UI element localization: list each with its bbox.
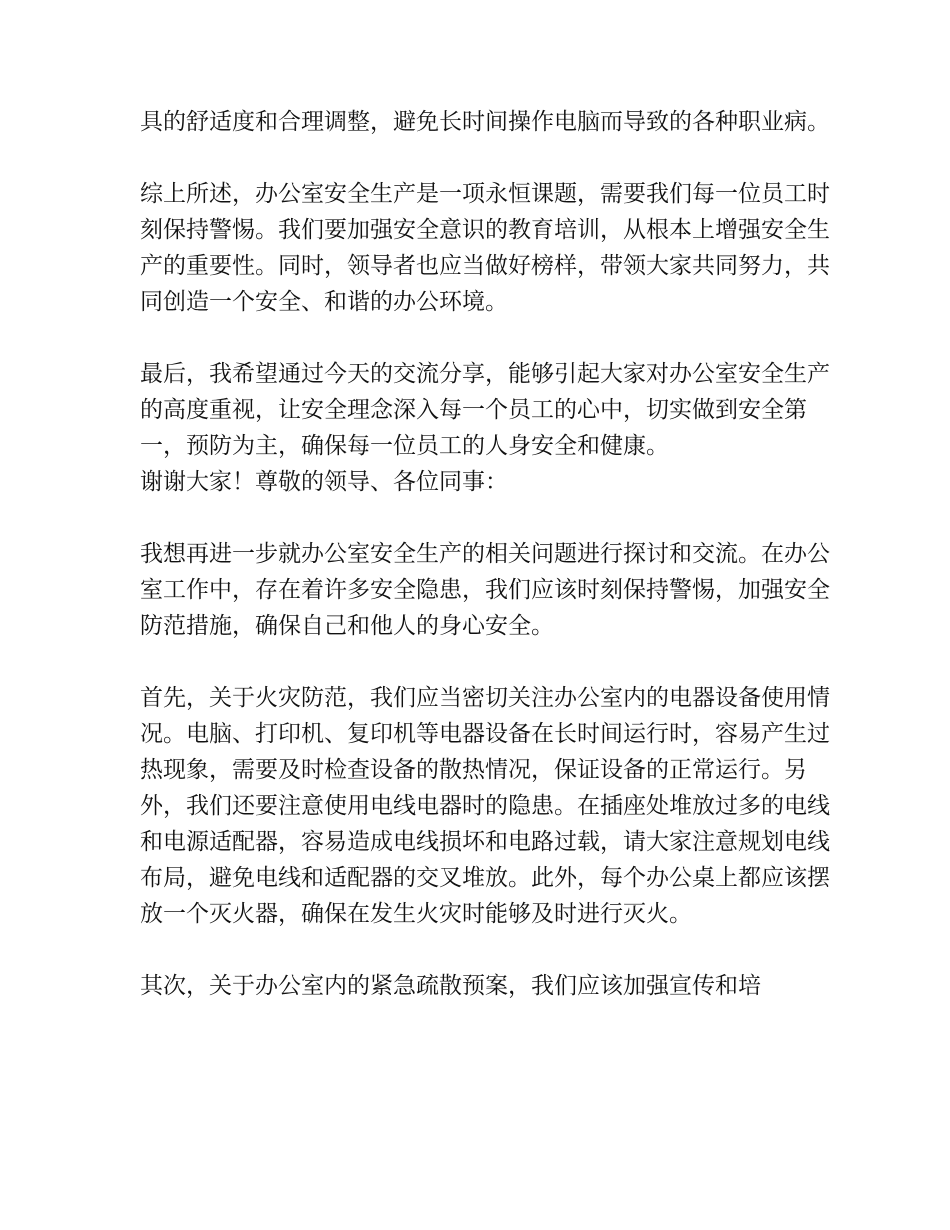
paragraph-6: 首先，关于火灾防范，我们应当密切关注办公室内的电器设备使用情况。电脑、打印机、复印机等电器设备在长时间运行时，容易产生过热现象，需要及时检查设备的散热情况，保证设备的正常运行。另外，我们还要注意使用电线电器时的隐患。在插座处堆放过多的电线和电源适配器，容易造成电线损坏和电路过载，请大家注意规划电线布局，避免电线和适配器的交叉堆放。此外，每个办公桌上都应该摆放一个灭火器，确保在发生火灾时能够及时进行灭火。 bbox=[140, 685, 830, 927]
paragraph-3: 最后，我希望通过今天的交流分享，能够引起大家对办公室安全生产的高度重视，让安全理念深入每一个员工的心中，切实做到安全第一，预防为主，确保每一位员工的人身安全和健康。 bbox=[140, 361, 830, 459]
paragraph-2: 综上所述，办公室安全生产是一项永恒课题，需要我们每一位员工时刻保持警惕。我们要加强安全意识的教育培训，从根本上增强安全生产的重要性。同时，领导者也应当做好榜样，带领大家共同努力，共同创造一个安全、和谐的办公环境。 bbox=[140, 181, 830, 315]
document-body bbox=[140, 104, 830, 1004]
paragraph-5: 我想再进一步就办公室安全生产的相关问题进行探讨和交流。在办公室工作中，存在着许多安全隐患，我们应该时刻保持警惕，加强安全防范措施，确保自己和他人的身心安全。 bbox=[140, 541, 830, 639]
paragraph-1: 具的舒适度和合理调整，避免长时间操作电脑而导致的各种职业病。 bbox=[140, 109, 830, 135]
paragraph-7: 其次，关于办公室内的紧急疏散预案，我们应该加强宣传和培 bbox=[140, 973, 761, 999]
paragraph-4: 谢谢大家！尊敬的领导、各位同事： bbox=[140, 469, 508, 495]
